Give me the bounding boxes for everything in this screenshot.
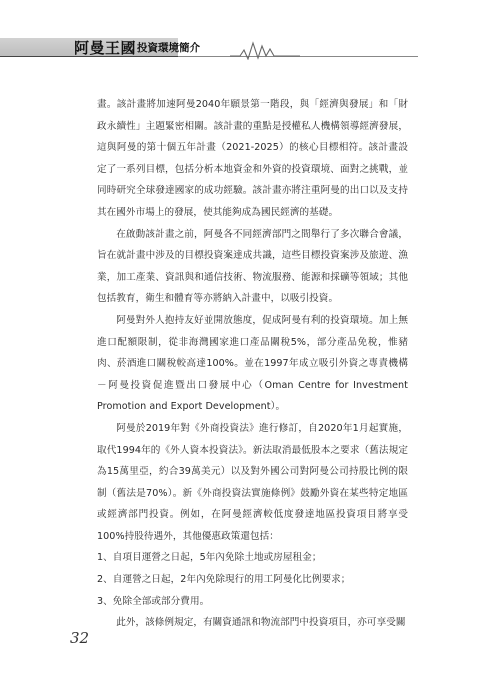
list-item-1: 1、自項目運營之日起，5年內免除土地或房屋租金；	[97, 552, 322, 564]
pulse-wave-icon	[230, 40, 300, 60]
running-header	[0, 38, 480, 60]
list-item-3: 3、免除全部或部分費用。	[97, 595, 210, 607]
paragraph-1: 畫。該計畫將加速阿曼2040年願景第一階段，與「經濟與發展」和「財政永續性」主題緊密相關。該計畫的重點是授權私人機構領導經濟發展，這與阿曼的第十個五年計畫（2021-2025）的核心目標相符。該計畫設定了一系列目標，包括分析本地資金和外資的投資環境、面對之挑戰，並同時研究全球發達國家的成功經驗。該計畫亦將注重阿曼的出口以及支持其在國外市場上的發展，使其能夠成為國民經濟的基礎。	[97, 99, 408, 218]
paragraph-2: 在啟動該計畫之前，阿曼各不同經濟部門之間舉行了多次聯合會議，旨在就計畫中涉及的目標投資案達成共識，這些目標投資案涉及旅遊、漁業，加工產業、資訊與和通信技術、物流服務、能源和採礦等領域；其他包括教育，衛生和體育等亦將納入計畫中，以吸引投資。	[97, 228, 408, 305]
closing-paragraph: 此外，該條例規定，有關資通訊和物流部門中投資項目，亦可享受關	[116, 617, 406, 629]
paragraph-3: 阿曼對外人抱持友好並開放態度，促成阿曼有利的投資環境。加上無進口配額限制，從非海灣國家進口產品關稅5%，部分產品免稅，惟豬肉、菸酒進口關稅較高達100%。並在1997年成立吸引外資之專責機構－阿曼投資促進暨出口發展中心（Oman Centre for Investment Promotion and Export Development）。	[97, 314, 408, 413]
page-number: 32	[70, 629, 90, 647]
header-title-sub: 投資環境簡介	[137, 41, 201, 54]
paragraph-4: 阿曼於2019年對《外商投資法》進行修訂，自2020年1月起實施，取代1994年的《外人資本投資法》。新法取消最低股本之要求（舊法規定為15萬里亞，約合39萬美元）以及對外國公司對阿曼公司持股比例的限制（舊法是70%）。新《外商投資法實施條例》鼓勵外資在某些特定地區或經濟部門投資。例如，在阿曼經濟較低度發達地區投資項目將享受100%持股待遇外，其他優惠政策還包括：	[97, 422, 408, 542]
body-text	[97, 94, 408, 634]
header-title-main: 阿曼王國	[74, 38, 137, 57]
list-item-2: 2、自運營之日起，2年內免除現行的用工阿曼化比例要求；	[97, 574, 351, 586]
header-title-band	[0, 38, 201, 57]
